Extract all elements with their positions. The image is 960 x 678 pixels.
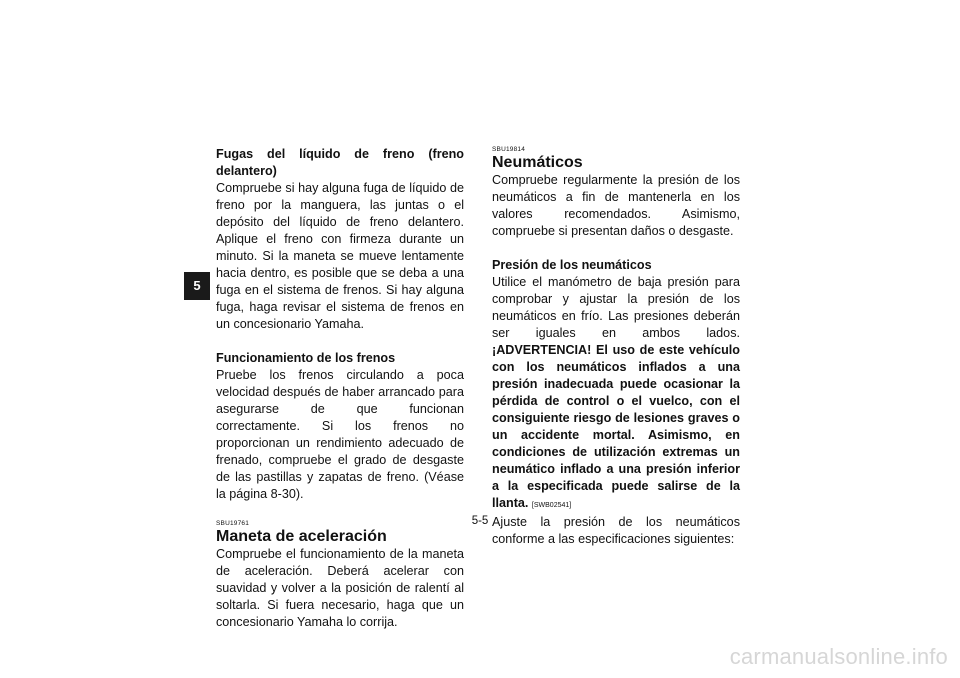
page-number: 5-5: [471, 515, 489, 527]
warning-text: ¡ADVERTENCIA! El uso de este vehículo con los neumáticos inflados a una presión inadecuada puede ocasionar la pérdida de control o el vuelco, con el consiguiente riesgo de lesiones graves o un accidente mortal. Asimismo, en condiciones de utilización extremas un neumático inflado a una presión inferior a la especificada puede salirse de la llanta.: [492, 343, 740, 510]
pressure-heading: Presión de los neumáticos: [492, 258, 652, 272]
spacer: [492, 240, 740, 257]
spacer: [216, 333, 464, 350]
throttle-paragraph: Compruebe el funcionamiento de la maneta de aceleración. Deberá acelerar con suavidad y volver a la posición de ralentí al soltarla. Si fuera necesario, haga que un concesionario Yamaha lo corrija.: [216, 547, 464, 629]
brake-fluid-paragraph: Compruebe si hay alguna fuga de líquido de freno por la manguera, las juntas o el depósito del líquido de freno delantero. Aplique el freno con firmeza durante un minuto. Si la maneta se mueve lentamente hacia dentro, es posible que se deba a una fuga en el sistema de frenos. Si hay alguna fuga, haga revisar el sistema de frenos en un concesionario Yamaha.: [216, 181, 464, 331]
right-column: [492, 146, 740, 548]
watermark: carmanualsonline.info: [729, 644, 948, 669]
brake-operation-paragraph: Pruebe los frenos circulando a poca velocidad después de haber arrancado para asegurarse de que funcionan correctamente. Si los frenos no proporcionan un rendimiento adecuado de frenado, compruebe el grado de desgaste de las pastillas y zapatas de freno. (Véase la página 8-30).: [216, 368, 464, 501]
section-code: SBU19761: [216, 520, 250, 527]
warning-code: [SWB02541]: [531, 502, 572, 509]
pressure-text: Utilice el manómetro de baja presión para comprobar y ajustar la presión de los neumáticos en frío. Las presiones deberán ser iguales en ambos lados.: [492, 275, 740, 340]
throttle-section-title: Maneta de aceleración: [216, 528, 387, 545]
adjust-paragraph: Ajuste la presión de los neumáticos conforme a las especificaciones siguientes:: [492, 515, 740, 546]
brake-operation-heading: Funcionamiento de los frenos: [216, 351, 396, 365]
tires-section-title: Neumáticos: [492, 154, 583, 171]
pressure-paragraph: [492, 274, 740, 514]
tires-paragraph: Compruebe regularmente la presión de los neumáticos a fin de mantenerla en los valores recomendados. Asimismo, compruebe si presentan daños o desgaste.: [492, 173, 740, 238]
section-code: SBU19814: [492, 146, 526, 153]
chapter-tab: 5: [184, 272, 210, 300]
spacer: [216, 503, 464, 520]
brake-fluid-heading: Fugas del líquido de freno (freno delantero): [216, 147, 464, 178]
left-column: [216, 146, 464, 631]
